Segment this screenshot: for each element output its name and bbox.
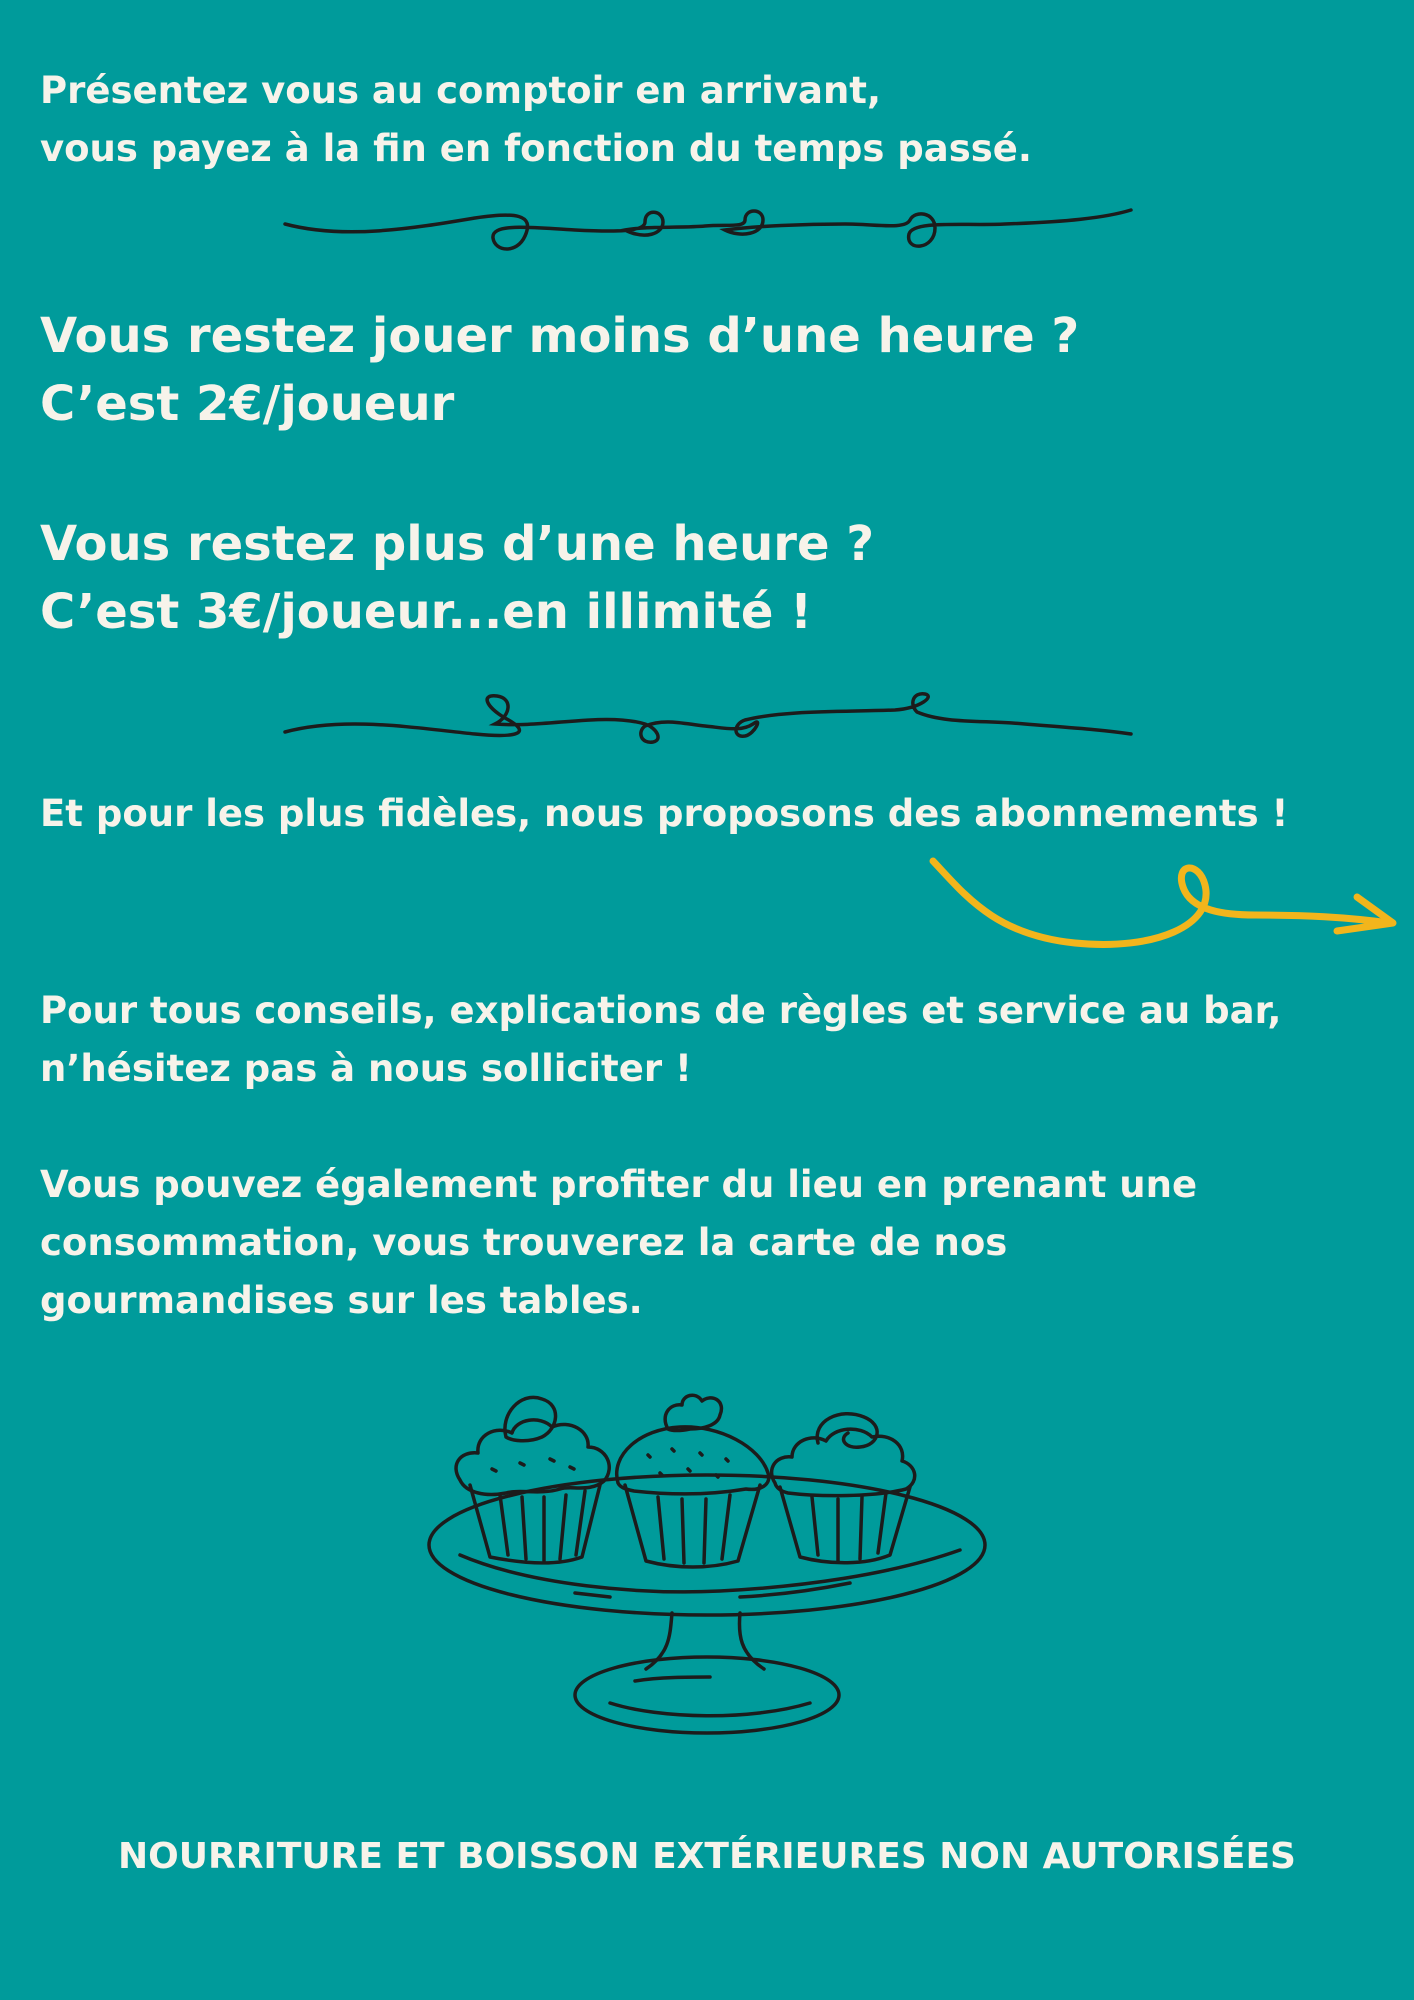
service-line-1: Pour tous conseils, explications de règles et service au bar, [40,989,1282,1032]
subscriptions-text: Et pour les plus fidèles, nous proposons des abonnements ! [40,792,1289,835]
pricing-block-1 [40,302,1079,438]
pricing-question-2: Vous restez plus d’une heure ? [40,516,875,572]
consumption-text [40,1156,1197,1330]
service-line-2: n’hésitez pas à nous solliciter ! [40,1047,692,1090]
pricing-block-2 [40,510,874,646]
consumption-line-1: Vous pouvez également profiter du lieu en prenant une [40,1163,1198,1206]
intro-line-2: vous payez à la fin en fonction du temps passé. [40,127,1032,170]
swirl-divider-icon [285,690,1131,750]
curly-arrow-icon [925,855,1405,965]
intro-line-1: Présentez vous au comptoir en arrivant, [40,69,882,112]
swirl-divider-icon [285,200,1131,270]
intro-text [40,62,1032,178]
service-text [40,982,1281,1098]
cupcake-stand-icon [420,1385,1000,1745]
pricing-price-1: C’est 2€/joueur [40,376,455,432]
pricing-price-2: C’est 3€/joueur...en illimité ! [40,584,813,640]
consumption-line-2: consommation, vous trouverez la carte de nos [40,1221,1008,1264]
pricing-question-1: Vous restez jouer moins d’une heure ? [40,308,1080,364]
consumption-line-3: gourmandises sur les tables. [40,1279,643,1322]
no-outside-food-notice: NOURRITURE ET BOISSON EXTÉRIEURES NON AUTORISÉES [118,1836,1296,1877]
